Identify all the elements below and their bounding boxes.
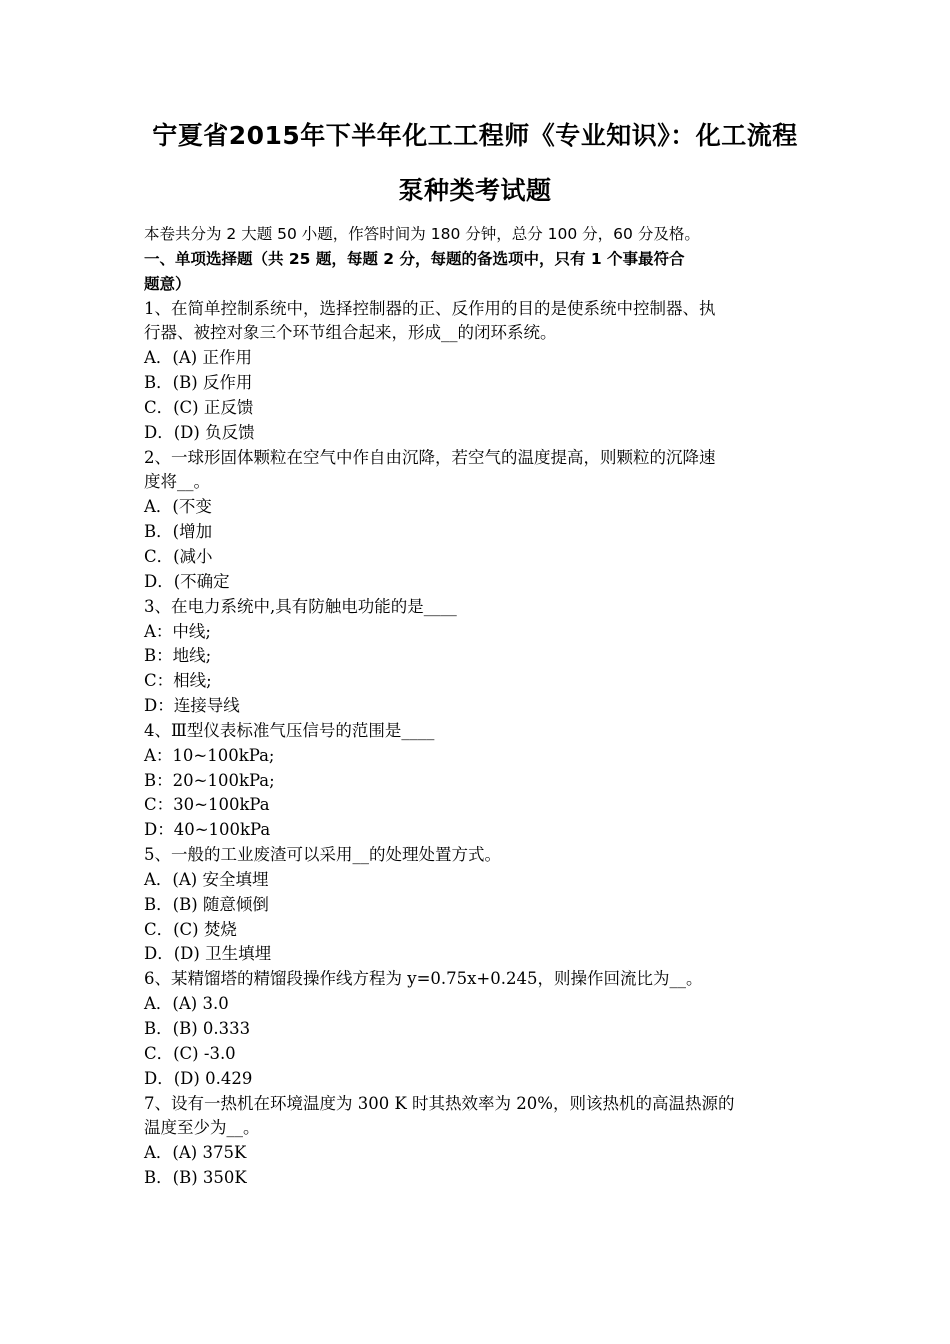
question-text: 行器、被控对象三个环节组合起来，形成__的闭环系统。 xyxy=(144,323,557,343)
question-text: 2、一球形固体颗粒在空气中作自由沉降，若空气的温度提高，则颗粒的沉降速 xyxy=(144,447,716,467)
answer-option: B：地线; xyxy=(144,646,212,666)
answer-option: A．(A) 375K xyxy=(144,1143,247,1163)
answer-option: A：中线; xyxy=(144,621,211,641)
question-text: 7、设有一热机在环境温度为 300 K 时其热效率为 20%，则该热机的高温热源的 xyxy=(144,1093,735,1113)
exam-instructions: 本卷共分为 2 大题 50 小题，作答时间为 180 分钟，总分 100 分，60 分及格。 xyxy=(144,225,700,243)
section-heading-text-cont: 题意） xyxy=(144,274,191,293)
answer-option: A．(A) 安全填埋 xyxy=(144,869,269,889)
answer-option: C：30~100kPa xyxy=(144,795,270,815)
question-block xyxy=(144,843,806,967)
question-text: 6、某精馏塔的精馏段操作线方程为 y=0.75x+0.245，则操作回流比为__。 xyxy=(144,969,703,989)
question-text: 温度至少为__。 xyxy=(144,1118,260,1138)
answer-option: D．(D) 负反馈 xyxy=(144,422,255,442)
answer-option: B．(B) 反作用 xyxy=(144,373,253,393)
document-title-line-2: 泵种类考试题 xyxy=(398,176,552,205)
answer-option: A．(A) 3.0 xyxy=(144,994,229,1014)
answer-option: C：相线; xyxy=(144,671,212,691)
question-block xyxy=(144,967,806,1091)
answer-option: C．(C) 焚烧 xyxy=(144,919,237,939)
question-text: 度将__。 xyxy=(144,472,210,492)
answer-option: B：20~100kPa; xyxy=(144,770,275,790)
question-text: 5、一般的工业废渣可以采用__的处理处置方式。 xyxy=(144,845,501,865)
question-block xyxy=(144,719,806,843)
question-block xyxy=(144,297,806,446)
question-text: 4、Ⅲ型仪表标准气压信号的范围是____ xyxy=(144,720,435,740)
answer-option: B．(B) 0.333 xyxy=(144,1019,251,1038)
question-list xyxy=(144,297,806,1191)
answer-option: C．(C) -3.0 xyxy=(144,1043,236,1063)
answer-option: D：40~100kPa xyxy=(144,820,271,840)
document-title-line-1: 宁夏省2015年下半年化工工程师《专业知识》：化工流程 xyxy=(152,121,798,150)
answer-option: C．(C) 正反馈 xyxy=(144,397,254,417)
answer-option: D．(不确定 xyxy=(144,571,230,591)
answer-option: D：连接导线 xyxy=(144,696,240,716)
question-block xyxy=(144,446,806,595)
question-block xyxy=(144,595,806,719)
question-block xyxy=(144,1092,806,1191)
section-heading-line-2 xyxy=(144,272,806,297)
answer-option: D．(D) 卫生填埋 xyxy=(144,944,272,964)
answer-option: B．(B) 随意倾倒 xyxy=(144,894,269,914)
document-body xyxy=(144,222,806,1191)
answer-option: B．(增加 xyxy=(144,522,213,542)
section-heading-line-1 xyxy=(144,247,806,272)
answer-option: D．(D) 0.429 xyxy=(144,1068,253,1088)
answer-option: C．(减小 xyxy=(144,546,213,566)
answer-option: B．(B) 350K xyxy=(144,1168,247,1188)
answer-option: A：10~100kPa; xyxy=(144,745,275,765)
question-text: 3、在电力系统中,具有防触电功能的是____ xyxy=(144,596,457,616)
question-text: 1、在简单控制系统中，选择控制器的正、反作用的目的是使系统中控制器、执 xyxy=(144,298,716,318)
answer-option: A．(不变 xyxy=(144,497,212,517)
answer-option: A．(A) 正作用 xyxy=(144,348,252,368)
section-heading-text: 一、单项选择题（共 25 题，每题 2 分，每题的备选项中，只有 1 个事最符合 xyxy=(144,249,685,268)
